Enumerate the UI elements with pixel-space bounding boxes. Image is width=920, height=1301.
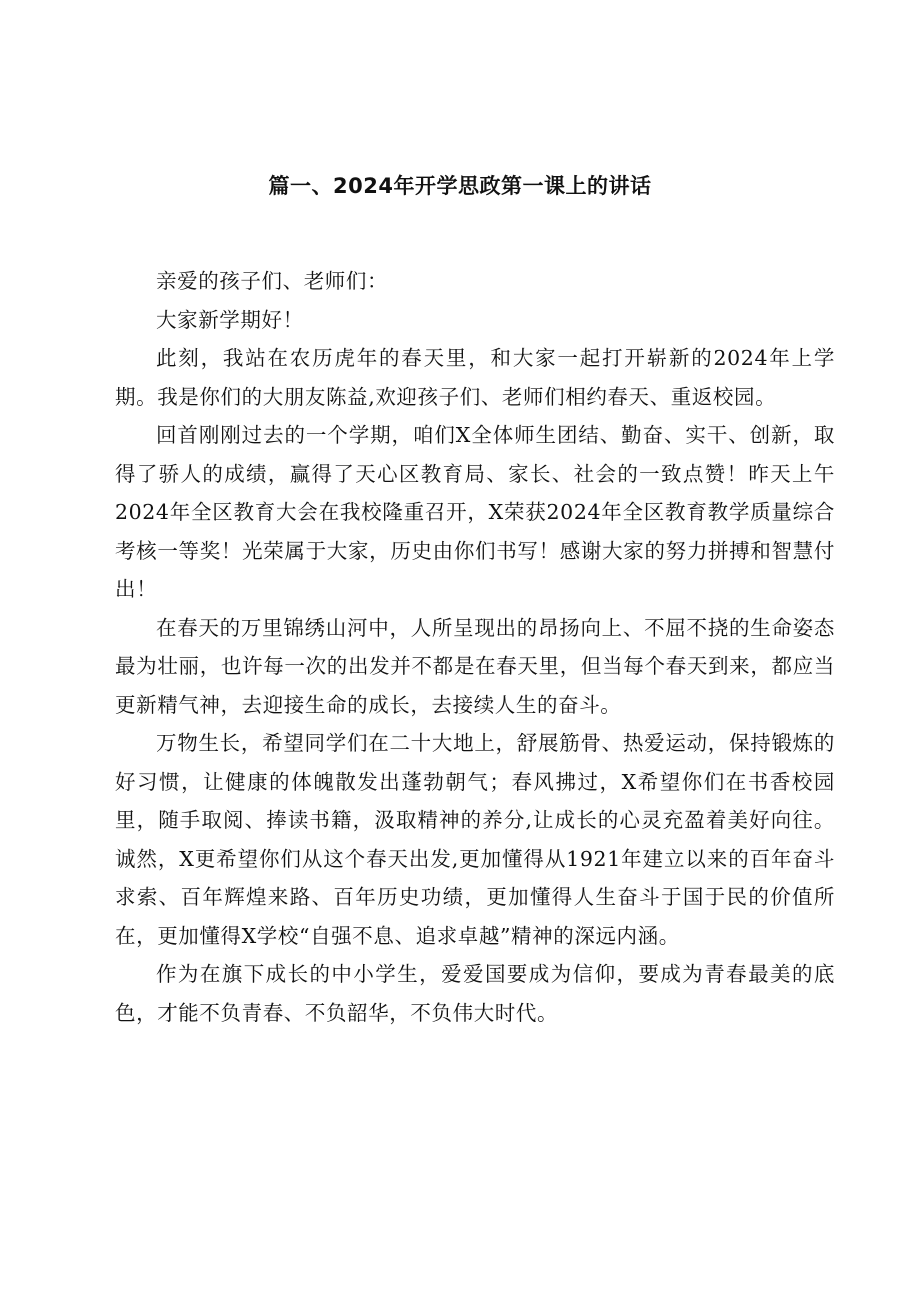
greeting-paragraph: 大家新学期好！ bbox=[156, 307, 304, 332]
body-paragraph: 在春天的万里锦绣山河中，人所呈现出的昂扬向上、不屈不挠的生命姿态最为壮丽，也许每一次的出发并不都是在春天里，但当每个春天到来，都应当更新精气神，去迎接生命的成长，去接续人生的奋斗。 bbox=[115, 615, 835, 717]
body-paragraph: 此刻，我站在农历虎年的春天里，和大家一起打开崭新的2024年上学期。我是你们的大朋友陈益,欢迎孩子们、老师们相约春天、重返校园。 bbox=[115, 346, 835, 409]
body-paragraph: 回首刚刚过去的一个学期，咱们X全体师生团结、勤奋、实干、创新，取得了骄人的成绩，赢得了天心区教育局、家长、社会的一致点赞！昨天上午2024年全区教育大会在我校隆重召开，X荣获2024年全区教育教学质量综合考核一等奖！光荣属于大家，历史由你们书写！感谢大家的努力拼搏和智慧付出！ bbox=[115, 423, 835, 601]
body-paragraph: 作为在旗下成长的中小学生，爱爱国要成为信仰，要成为青春最美的底色，才能不负青春、不负韶华，不负伟大时代。 bbox=[115, 962, 835, 1025]
document-body bbox=[115, 262, 835, 1032]
salutation-paragraph: 亲爱的孩子们、老师们： bbox=[156, 269, 389, 293]
body-paragraph: 万物生长，希望同学们在二十大地上，舒展筋骨、热爱运动，保持锻炼的好习惯，让健康的体魄散发出蓬勃朝气；春风拂过，X希望你们在书香校园里，随手取阅、捧读书籍，汲取精神的养分,让成长的心灵充盈着美好向往。诚然，X更希望你们从这个春天出发,更加懂得从1921年建立以来的百年奋斗求索、百年辉煌来路、百年历史功绩，更加懂得人生奋斗于国于民的价值所在，更加懂得X学校“自强不息、追求卓越”精神的深远内涵。 bbox=[115, 731, 835, 948]
document-title: 篇一、2024年开学思政第一课上的讲话 bbox=[268, 174, 652, 198]
